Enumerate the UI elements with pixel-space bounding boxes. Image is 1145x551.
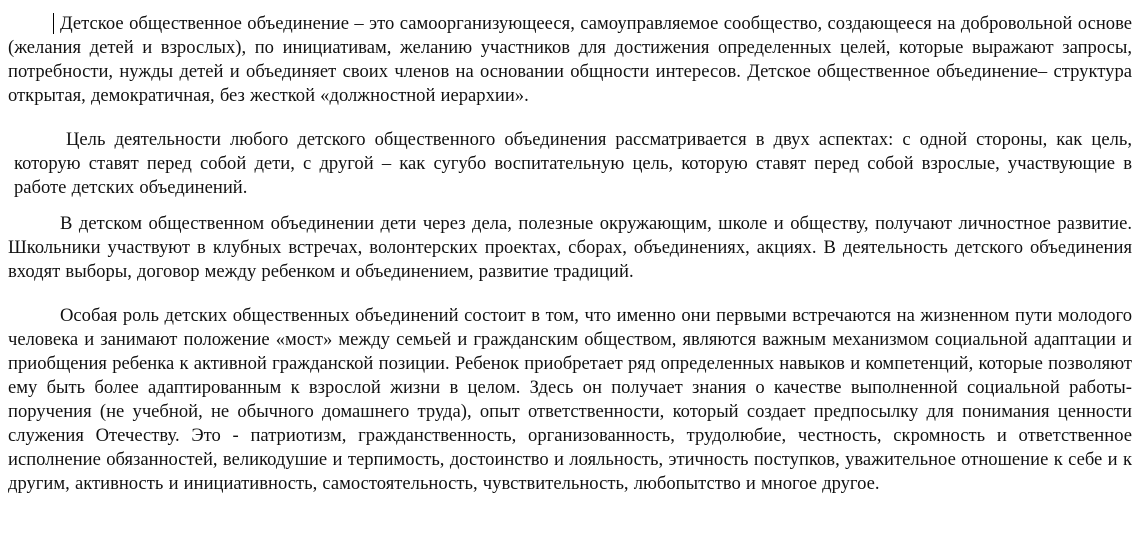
paragraph-special-role: Особая роль детских общественных объединений состоит в том, что именно они первыми встречаются на жизненном пути молодого человека и занимают положение «мост» между семьей и гражданским обществом, являются важным механизмом социальной адаптации и приобщения ребенка к активной гражданской позиции. Ребенок приобретает ряд определенных навыков и компетенций, которые позволяют ему быть более адаптированным к взрослой жизни в целом. Здесь он получает знания о качестве выполненной социальной работы-поручения (не учебной, не обычного домашнего труда), опыт ответственности, который создает предпосылку для понимания ценности служения Отечеству. Это - патриотизм, гражданственность, организованность, трудолюбие, честность, скромность и ответственное исполнение обязанностей, великодушие и терпимость, достоинство и лояльность, этичность поступков, уважительное отношение к себе и к другим, активность и инициативность, самостоятельность, чувствительность, любопытство и многое другое. bbox=[8, 305, 1132, 494]
paragraph-goal: Цель деятельности любого детского общественного объединения рассматривается в двух аспектах: с одной стороны, как цель, которую ставят перед собой дети, с другой – как сугубо воспитательную цель, которую ставят перед собой взрослые, участвующие в работе детских объединений. bbox=[14, 129, 1132, 198]
paragraph-development: В детском общественном объединении дети через дела, полезные окружающим, школе и обществу, получают личностное развитие. Школьники участвуют в клубных встречах, волонтерских проектах, сборах, объединениях, акциях. В деятельность детского объединения входят выборы, договор между ребенком и объединением, развитие традиций. bbox=[8, 213, 1132, 282]
paragraph-definition: Детское общественное объединение – это самоорганизующееся, самоуправляемое сообщество, создающееся на добровольной основе (желания детей и взрослых), по инициативам, желанию участников для достижения определенных целей, которые выражают запросы, потребности, нужды детей и объединяет своих членов на основании общности интересов. Детское общественное объединение– структура открытая, демократичная, без жесткой «должностной иерархии». bbox=[8, 13, 1132, 106]
document-body bbox=[8, 12, 1132, 496]
text-cursor bbox=[53, 13, 54, 34]
